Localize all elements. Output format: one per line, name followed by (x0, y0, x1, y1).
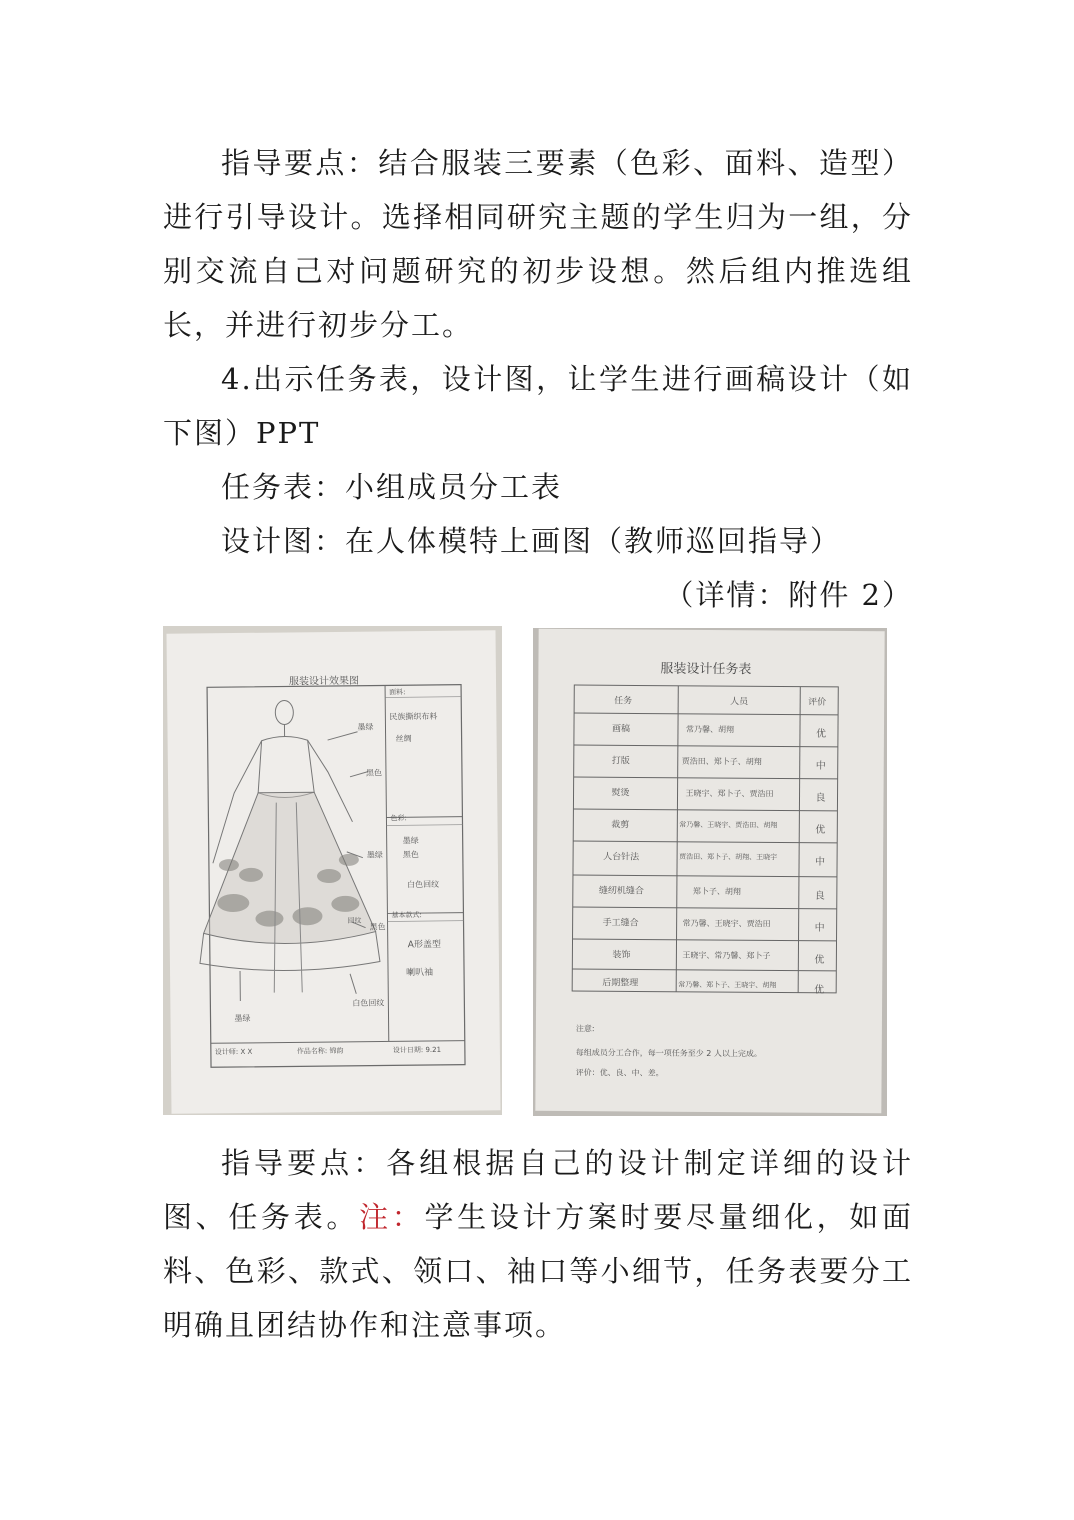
annotation-1: 墨绿 (357, 722, 374, 732)
task-table-photo (533, 628, 887, 1116)
task-row-9-people: 常乃馨、郑卜子、王晓宇、胡翔 (678, 980, 777, 990)
design-sheet-title: 服装设计效果图 (288, 675, 360, 688)
task-row-5-rating: 中 (815, 856, 826, 868)
designer-label: 设计师: X X (214, 1047, 253, 1057)
task-row-4-rating: 优 (815, 824, 826, 836)
annotation-3: 墨绿 (366, 850, 383, 860)
task-row-9-rating: 优 (814, 984, 825, 996)
task-row-3-rating: 良 (815, 792, 826, 804)
attachment-reference: （详情：附件 2） (664, 578, 913, 612)
color-value-3: 白色回纹 (407, 879, 440, 890)
fabric-value-2: 丝绸 (395, 734, 412, 744)
step-4-paragraph: 4.出示任务表，设计图，让学生进行画稿设计（如下图）PPT (163, 362, 913, 450)
task-row-3-task: 熨烫 (611, 788, 630, 799)
task-header-task: 任务 (614, 696, 633, 707)
task-row-3-people: 王晓宇、郑卜子、贾浩田 (685, 788, 774, 799)
guidance-paragraph-2 (163, 1136, 913, 1352)
task-row-8-rating: 优 (814, 954, 825, 966)
style-value-2: 喇叭袖 (406, 967, 434, 979)
task-sheet-title: 服装设计任务表 (660, 661, 752, 678)
task-row-8-people: 王晓宇、常乃馨、郑卜子 (682, 950, 771, 961)
color-label: 色彩: (390, 814, 407, 823)
task-row-4-task: 裁剪 (611, 820, 630, 831)
color-value-2: 黑色 (402, 850, 419, 860)
design-effect-photo (163, 626, 502, 1115)
task-row-6-task: 缝纫机缝合 (598, 886, 644, 897)
annotation-4: 黑色 (369, 922, 386, 932)
task-row-2-task: 打版 (611, 756, 630, 767)
task-row-7-people: 常乃馨、王晓宇、贾浩田 (682, 918, 771, 929)
style-value-1: A形盖型 (407, 939, 441, 951)
task-row-6-people: 郑卜子、胡翔 (692, 886, 741, 897)
annotation-5: 回纹 (347, 916, 362, 925)
task-note-line-1: 每组成员分工合作，每一项任务至少 2 人以上完成。 (575, 1048, 762, 1059)
task-row-1-people: 常乃馨、胡翔 (685, 724, 735, 735)
task-row-2-people: 贾浩田、郑卜子、胡翔 (681, 756, 762, 767)
task-row-5-task: 人台针法 (603, 852, 640, 863)
task-row-1-rating: 优 (815, 728, 826, 740)
task-table-grid (535, 629, 884, 1113)
task-note-line-2: 评价：优、良、中、差。 (575, 1068, 664, 1078)
annotation-2: 黑色 (365, 768, 383, 778)
task-row-5-people: 贾浩田、郑卜子、胡翔、王晓宇 (679, 852, 778, 862)
task-row-6-rating: 良 (814, 890, 825, 902)
task-header-people: 人员 (730, 697, 749, 708)
annotation-6: 白色回纹 (352, 998, 385, 1008)
guidance-prefix: 指导要点：各组根据自己的设计制定详细的设计图、任务表。 (163, 1146, 913, 1234)
color-value-1: 墨绿 (402, 836, 419, 846)
fabric-value-1: 民族撕织布料 (389, 711, 438, 722)
task-row-1-task: 画稿 (611, 724, 631, 735)
work-name-label: 作品名称: 锦韵 (296, 1046, 344, 1056)
task-row-7-rating: 中 (814, 922, 825, 934)
task-sheet-paper (535, 629, 884, 1113)
design-date-label: 设计日期: 9.21 (392, 1045, 442, 1055)
fabric-label: 面料: (389, 688, 406, 697)
design-sheet-drawing (166, 630, 500, 1113)
design-drawing-line: 设计图：在人体模特上画图（教师巡回指导） (221, 524, 842, 558)
guidance-paragraph-1: 指导要点：结合服装三要素（色彩、面料、造型）进行引导设计。选择相同研究主题的学生归为一组，分别交流自己对问题研究的初步设想。然后组内推选组长，并进行初步分工。 (163, 146, 913, 342)
task-table-line: 任务表：小组成员分工表 (221, 470, 563, 504)
guidance-detail: 学生设计方案时要尽量细化，如面料、色彩、款式、领口、袖口等小细节，任务表要分工明确且团结协作和注意事项。 (163, 1200, 913, 1342)
task-row-4-people: 常乃馨、王晓宇、贾浩田、胡翔 (679, 820, 778, 830)
task-row-7-task: 手工缝合 (602, 918, 639, 929)
style-label: 基本款式: (391, 911, 422, 920)
task-row-2-rating: 中 (815, 760, 826, 772)
annotation-7: 墨绿 (234, 1013, 251, 1024)
task-row-9-task: 后期整理 (602, 978, 639, 989)
note-marker: 注： (359, 1200, 425, 1234)
task-row-8-task: 装饰 (612, 950, 631, 961)
design-sheet-paper (166, 630, 500, 1113)
task-note-label: 注意: (575, 1024, 595, 1034)
task-header-rating: 评价 (808, 697, 827, 708)
